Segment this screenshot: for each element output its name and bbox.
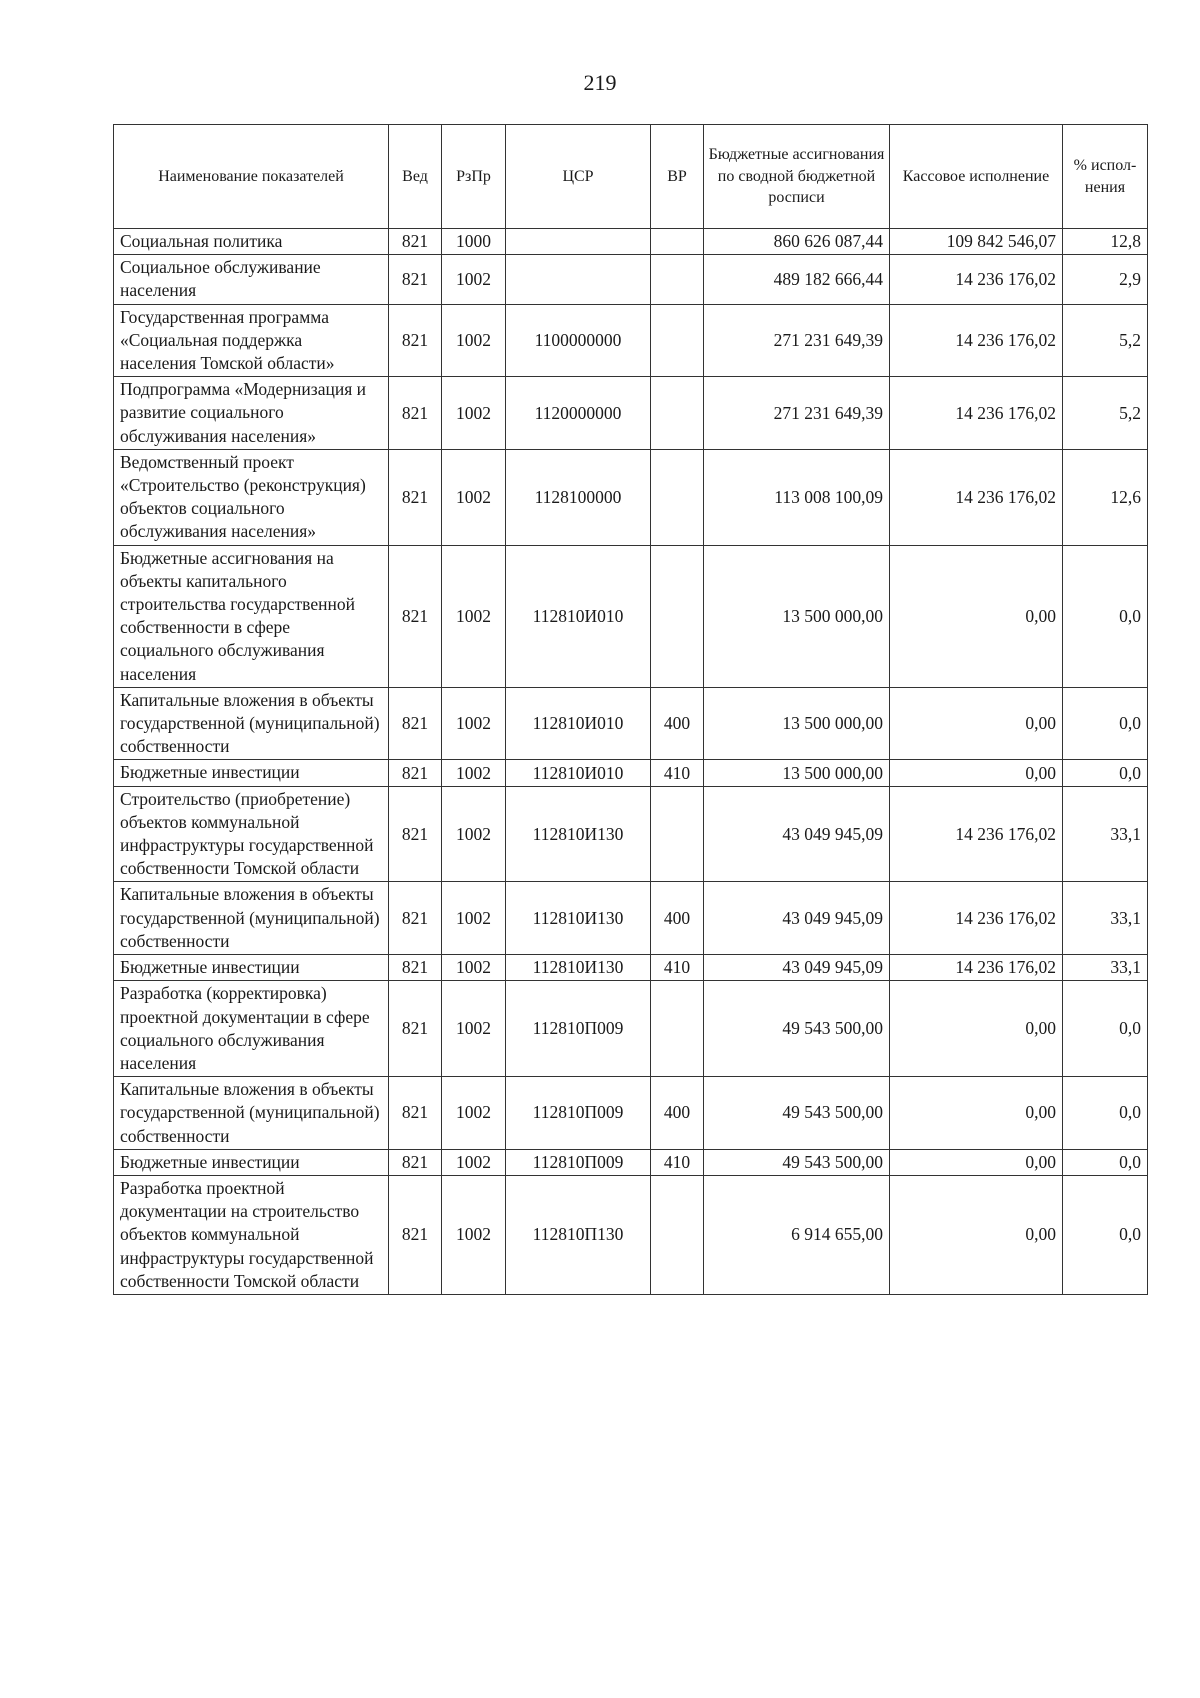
header-rzpr: РзПр bbox=[442, 125, 506, 229]
row-ved: 821 bbox=[389, 1077, 442, 1150]
row-csr: 1120000000 bbox=[506, 377, 651, 450]
header-csr: ЦСР bbox=[506, 125, 651, 229]
row-ved: 821 bbox=[389, 545, 442, 687]
row-ved: 821 bbox=[389, 786, 442, 882]
table-row bbox=[114, 377, 1148, 450]
header-percent: % испол-нения bbox=[1063, 125, 1148, 229]
row-cash: 14 236 176,02 bbox=[890, 955, 1063, 981]
row-budget: 49 543 500,00 bbox=[704, 1149, 890, 1175]
row-csr: 112810И010 bbox=[506, 760, 651, 786]
row-rzpr: 1002 bbox=[442, 255, 506, 304]
row-budget: 13 500 000,00 bbox=[704, 687, 890, 760]
row-ved: 821 bbox=[389, 955, 442, 981]
row-name: Бюджетные инвестиции bbox=[114, 1149, 389, 1175]
row-budget: 49 543 500,00 bbox=[704, 1077, 890, 1150]
table-row bbox=[114, 255, 1148, 304]
row-budget: 271 231 649,39 bbox=[704, 377, 890, 450]
row-percent: 0,0 bbox=[1063, 1077, 1148, 1150]
row-rzpr: 1000 bbox=[442, 229, 506, 255]
row-name: Строительство (приобретение) объектов коммунальной инфраструктуры государственной собственности Томской области bbox=[114, 786, 389, 882]
table-row bbox=[114, 229, 1148, 255]
row-budget: 43 049 945,09 bbox=[704, 955, 890, 981]
row-csr bbox=[506, 229, 651, 255]
header-ved: Вед bbox=[389, 125, 442, 229]
row-budget: 860 626 087,44 bbox=[704, 229, 890, 255]
row-vr: 400 bbox=[651, 687, 704, 760]
row-percent: 33,1 bbox=[1063, 882, 1148, 955]
header-budget: Бюджетные ассигнования по сводной бюджетной росписи bbox=[704, 125, 890, 229]
row-percent: 0,0 bbox=[1063, 981, 1148, 1077]
row-name: Социальная политика bbox=[114, 229, 389, 255]
row-ved: 821 bbox=[389, 760, 442, 786]
row-ved: 821 bbox=[389, 304, 442, 377]
row-name: Разработка проектной документации на строительство объектов коммунальной инфраструктуры государственной собственности Томской области bbox=[114, 1175, 389, 1294]
row-rzpr: 1002 bbox=[442, 1149, 506, 1175]
row-vr: 400 bbox=[651, 882, 704, 955]
page-number: 219 bbox=[583, 70, 617, 95]
row-vr bbox=[651, 304, 704, 377]
row-cash: 0,00 bbox=[890, 687, 1063, 760]
row-csr: 112810И130 bbox=[506, 955, 651, 981]
row-percent: 0,0 bbox=[1063, 760, 1148, 786]
row-name: Капитальные вложения в объекты государственной (муниципальной) собственности bbox=[114, 687, 389, 760]
row-rzpr: 1002 bbox=[442, 981, 506, 1077]
row-budget: 13 500 000,00 bbox=[704, 545, 890, 687]
row-budget: 13 500 000,00 bbox=[704, 760, 890, 786]
row-rzpr: 1002 bbox=[442, 1175, 506, 1294]
header-row bbox=[114, 125, 1148, 229]
row-cash: 0,00 bbox=[890, 1077, 1063, 1150]
row-budget: 113 008 100,09 bbox=[704, 449, 890, 545]
row-name: Ведомственный проект «Строительство (реконструкция) объектов социального обслуживания населения» bbox=[114, 449, 389, 545]
row-rzpr: 1002 bbox=[442, 687, 506, 760]
row-csr: 112810И010 bbox=[506, 687, 651, 760]
row-name: Разработка (корректировка) проектной документации в сфере социального обслуживания населения bbox=[114, 981, 389, 1077]
row-csr: 112810П009 bbox=[506, 1149, 651, 1175]
row-name: Капитальные вложения в объекты государственной (муниципальной) собственности bbox=[114, 1077, 389, 1150]
row-rzpr: 1002 bbox=[442, 545, 506, 687]
row-cash: 0,00 bbox=[890, 1149, 1063, 1175]
row-csr bbox=[506, 255, 651, 304]
table-row bbox=[114, 760, 1148, 786]
header-vr: ВР bbox=[651, 125, 704, 229]
row-vr: 410 bbox=[651, 1149, 704, 1175]
row-name: Государственная программа «Социальная поддержка населения Томской области» bbox=[114, 304, 389, 377]
row-name: Социальное обслуживание населения bbox=[114, 255, 389, 304]
row-csr: 112810П009 bbox=[506, 1077, 651, 1150]
table-row bbox=[114, 687, 1148, 760]
row-vr bbox=[651, 545, 704, 687]
row-cash: 14 236 176,02 bbox=[890, 377, 1063, 450]
row-cash: 14 236 176,02 bbox=[890, 304, 1063, 377]
row-cash: 0,00 bbox=[890, 545, 1063, 687]
table-row bbox=[114, 304, 1148, 377]
table-row bbox=[114, 882, 1148, 955]
row-ved: 821 bbox=[389, 449, 442, 545]
row-csr: 112810И130 bbox=[506, 786, 651, 882]
row-percent: 12,6 bbox=[1063, 449, 1148, 545]
row-vr bbox=[651, 449, 704, 545]
row-percent: 33,1 bbox=[1063, 955, 1148, 981]
row-budget: 271 231 649,39 bbox=[704, 304, 890, 377]
row-name: Бюджетные ассигнования на объекты капитального строительства государственной собственности в сфере социального обслуживания населения bbox=[114, 545, 389, 687]
row-vr: 410 bbox=[651, 955, 704, 981]
row-name: Капитальные вложения в объекты государственной (муниципальной) собственности bbox=[114, 882, 389, 955]
row-percent: 0,0 bbox=[1063, 1149, 1148, 1175]
row-rzpr: 1002 bbox=[442, 449, 506, 545]
row-csr: 1128100000 bbox=[506, 449, 651, 545]
row-ved: 821 bbox=[389, 1175, 442, 1294]
table-row bbox=[114, 1077, 1148, 1150]
row-percent: 0,0 bbox=[1063, 1175, 1148, 1294]
row-rzpr: 1002 bbox=[442, 786, 506, 882]
row-vr bbox=[651, 981, 704, 1077]
row-rzpr: 1002 bbox=[442, 304, 506, 377]
row-csr: 112810И130 bbox=[506, 882, 651, 955]
row-percent: 0,0 bbox=[1063, 545, 1148, 687]
row-cash: 0,00 bbox=[890, 760, 1063, 786]
row-name: Подпрограмма «Модернизация и развитие социального обслуживания населения» bbox=[114, 377, 389, 450]
table-row bbox=[114, 545, 1148, 687]
table-row bbox=[114, 1175, 1148, 1294]
row-percent: 5,2 bbox=[1063, 377, 1148, 450]
row-vr: 410 bbox=[651, 760, 704, 786]
row-cash: 14 236 176,02 bbox=[890, 255, 1063, 304]
row-vr bbox=[651, 377, 704, 450]
row-ved: 821 bbox=[389, 882, 442, 955]
table-row bbox=[114, 449, 1148, 545]
row-vr bbox=[651, 255, 704, 304]
row-vr bbox=[651, 229, 704, 255]
row-rzpr: 1002 bbox=[442, 882, 506, 955]
row-csr: 112810П130 bbox=[506, 1175, 651, 1294]
table-row bbox=[114, 955, 1148, 981]
row-name: Бюджетные инвестиции bbox=[114, 760, 389, 786]
header-cash: Кассовое исполнение bbox=[890, 125, 1063, 229]
row-cash: 0,00 bbox=[890, 1175, 1063, 1294]
row-percent: 2,9 bbox=[1063, 255, 1148, 304]
row-csr: 112810П009 bbox=[506, 981, 651, 1077]
row-cash: 14 236 176,02 bbox=[890, 882, 1063, 955]
row-percent: 0,0 bbox=[1063, 687, 1148, 760]
row-budget: 49 543 500,00 bbox=[704, 981, 890, 1077]
row-cash: 14 236 176,02 bbox=[890, 449, 1063, 545]
row-cash: 14 236 176,02 bbox=[890, 786, 1063, 882]
row-vr: 400 bbox=[651, 1077, 704, 1150]
row-vr bbox=[651, 1175, 704, 1294]
row-rzpr: 1002 bbox=[442, 377, 506, 450]
row-percent: 12,8 bbox=[1063, 229, 1148, 255]
row-rzpr: 1002 bbox=[442, 1077, 506, 1150]
table-row bbox=[114, 1149, 1148, 1175]
row-name: Бюджетные инвестиции bbox=[114, 955, 389, 981]
row-budget: 43 049 945,09 bbox=[704, 786, 890, 882]
row-percent: 5,2 bbox=[1063, 304, 1148, 377]
row-ved: 821 bbox=[389, 981, 442, 1077]
row-csr: 1100000000 bbox=[506, 304, 651, 377]
row-cash: 0,00 bbox=[890, 981, 1063, 1077]
row-ved: 821 bbox=[389, 377, 442, 450]
row-budget: 43 049 945,09 bbox=[704, 882, 890, 955]
header-name: Наименование показателей bbox=[114, 125, 389, 229]
row-ved: 821 bbox=[389, 1149, 442, 1175]
row-budget: 489 182 666,44 bbox=[704, 255, 890, 304]
table-row bbox=[114, 981, 1148, 1077]
row-percent: 33,1 bbox=[1063, 786, 1148, 882]
row-budget: 6 914 655,00 bbox=[704, 1175, 890, 1294]
row-csr: 112810И010 bbox=[506, 545, 651, 687]
row-cash: 109 842 546,07 bbox=[890, 229, 1063, 255]
budget-table bbox=[113, 124, 1148, 1295]
row-rzpr: 1002 bbox=[442, 955, 506, 981]
row-vr bbox=[651, 786, 704, 882]
row-ved: 821 bbox=[389, 229, 442, 255]
row-ved: 821 bbox=[389, 255, 442, 304]
table-row bbox=[114, 786, 1148, 882]
row-ved: 821 bbox=[389, 687, 442, 760]
row-rzpr: 1002 bbox=[442, 760, 506, 786]
